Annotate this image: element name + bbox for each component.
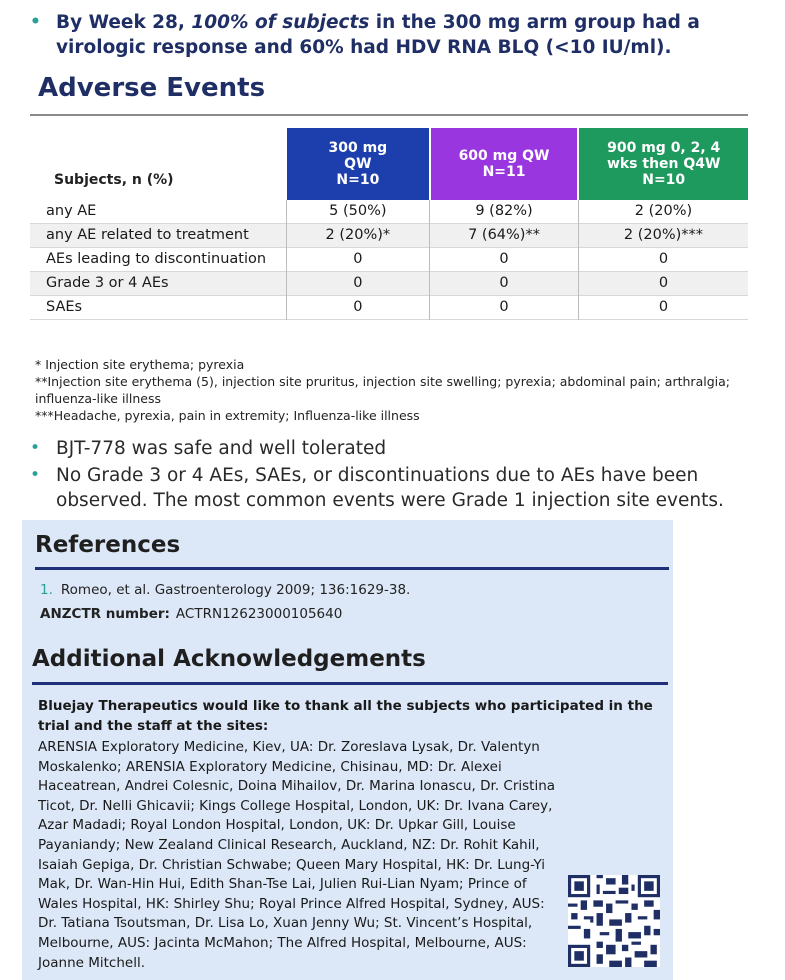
references-panel [22, 520, 673, 980]
results-bullet-text: By Week 28, 100% of subjects in the 300 mg arm group had a virologic response and 60% had HDV RNA BLQ (<10 IU/ml). [56, 12, 700, 58]
table-cell: 0 [578, 272, 748, 296]
summary-bullets [30, 436, 770, 515]
table-cell: 0 [286, 296, 430, 320]
table-row [30, 272, 748, 296]
footnote: ***Headache, pyrexia, pain in extremity; Influenza-like illness [35, 408, 420, 423]
table-cell: 2 (20%)* [286, 224, 430, 248]
adverse-events-table [30, 128, 748, 320]
table-cell: 7 (64%)** [430, 224, 579, 248]
row-label: AEs leading to discontinuation [46, 251, 267, 267]
bullet-dot-icon: • [30, 438, 41, 458]
footnote: * Injection site erythema; pyrexia [35, 357, 245, 372]
results-bullet [30, 10, 770, 60]
bullet-dot-icon: • [30, 465, 41, 485]
table-cell: 0 [430, 272, 579, 296]
table-footnotes [35, 356, 750, 424]
footnote: **Injection site erythema (5), injection site pruritus, injection site swelling; pyrexia; abdominal pain; arthralgia; influenza-like illness [35, 374, 730, 406]
acknowledgements-body: ARENSIA Exploratory Medicine, Kiev, UA: Dr. Zoreslava Lysak, Dr. Valentyn Moskalenko; ARENSIA Exploratory Medicine, Chisinau, MD: Dr. Alexei Haceatrean, Andrei Colesnic, Doina Mihailov, Dr. Marina Ionascu, Dr. Cristina Ticot, Dr. Nelli Ghicavii; Kings College Hospital, London, UK: Dr. Ivana Carey, Azar Madadi; Royal London Hospital, London, UK: Dr. Upkar Gill, Louise Payaniandy; New Zealand Clinical Research, Auckland, NZ: Dr. Rohit Kahil, Isaiah Gepiga, Dr. Christian Schwabe; Queen Mary Hospital, HK: Dr. Lung-Yi Mak, Dr. Wan-Hin Hui, Edith Shan-Tse Lai, Julien Rui-Lian Nyam; Prince of Wales Hospital, HK: Shirley Shu; Royal Prince Alfred Hospital, Sydney, AUS: Dr. Tatiana Tsoutsman, Dr. Lisa Lo, Xuan Jenny Wu; St. Vincent’s Hospital, Melbourne, AUS: Jacinta McMahon; The Alfred Hospital, Melbourne, AUS: Joanne Mitchell. [38, 738, 660, 973]
row-label: any AE related to treatment [30, 224, 286, 248]
table-row [30, 224, 748, 248]
summary-bullet: • BJT-778 was safe and well tolerated [30, 438, 387, 459]
table-header-row [30, 128, 748, 200]
anzctr-number: ANZCTR number: ACTRN12623000105640 [40, 606, 343, 622]
row-label: SAEs [46, 299, 83, 315]
table-cell: 0 [286, 272, 430, 296]
table-cell: 5 (50%) [286, 200, 430, 224]
acknowledgements-rule [32, 682, 668, 685]
qr-code-graphic [568, 875, 660, 967]
acknowledgements-lead: Bluejay Therapeutics would like to thank all the subjects who participated in the trial and the staff at the sites: [38, 698, 653, 734]
column-header-900mg: 900 mg 0, 2, 4 wks then Q4W N=10 [578, 128, 748, 200]
reference-item: 1. Romeo, et al. Gastroenterology 2009; 136:1629-38. [40, 582, 411, 598]
references-title: References [35, 532, 181, 558]
row-label: any AE [46, 203, 97, 219]
bullet-dot-icon: • [30, 12, 41, 32]
row-label: Grade 3 or 4 AEs [30, 272, 286, 296]
table-cell: 0 [578, 296, 748, 320]
section-divider [30, 114, 748, 116]
header-label: Subjects, n (%) [54, 172, 174, 188]
table-cell: 2 (20%)*** [578, 224, 748, 248]
table-cell: 2 (20%) [578, 200, 748, 224]
table-cell: 0 [578, 248, 748, 272]
table-cell: 0 [430, 248, 579, 272]
references-rule [35, 567, 669, 570]
qr-code-icon[interactable] [568, 875, 660, 967]
table-cell: 9 (82%) [430, 200, 579, 224]
table-row [30, 200, 748, 224]
acknowledgements-title: Additional Acknowledgements [32, 646, 426, 672]
table-row [30, 296, 748, 320]
column-header-300mg: 300 mg QW N=10 [286, 128, 430, 200]
table-cell: 0 [286, 248, 430, 272]
table-row [30, 248, 748, 272]
adverse-events-title: Adverse Events [38, 73, 266, 103]
table-cell: 0 [430, 296, 579, 320]
summary-bullet: • No Grade 3 or 4 AEs, SAEs, or discontinuations due to AEs have been observed. The most common events were Grade 1 injection site events. [30, 465, 724, 511]
column-header-600mg: 600 mg QW N=11 [430, 128, 579, 200]
